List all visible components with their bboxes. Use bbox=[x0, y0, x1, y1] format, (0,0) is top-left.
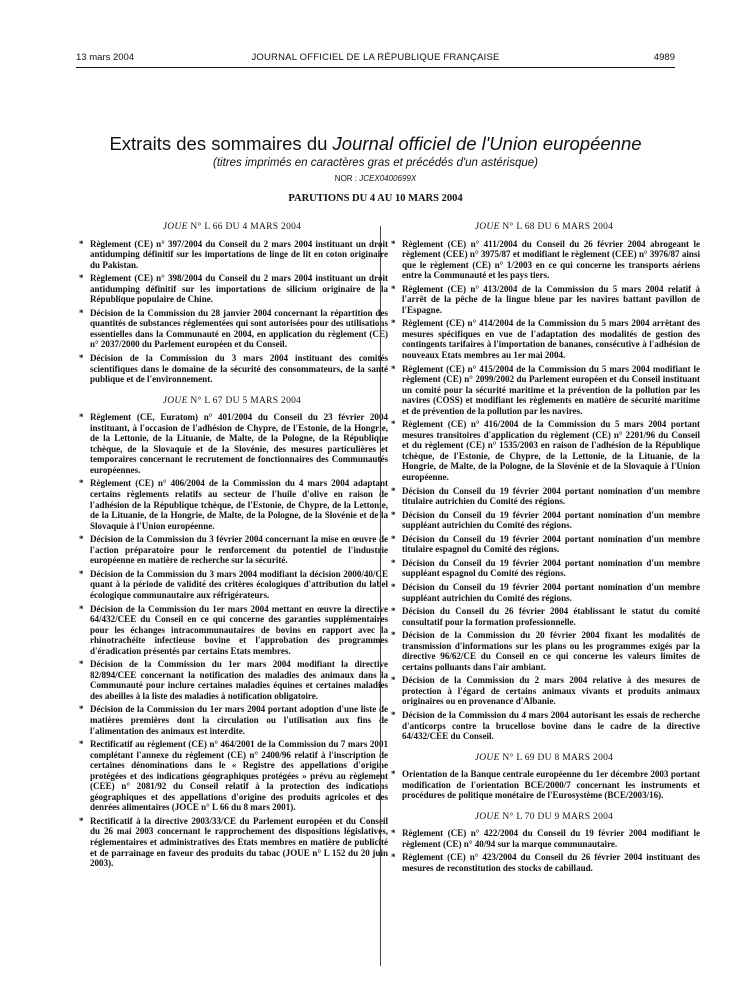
summary-item-text: Décision du Conseil du 26 février 2004 établissant le statut du comité consultatif pour la formation professionnelle. bbox=[402, 606, 700, 627]
asterisk-icon: * bbox=[391, 318, 396, 329]
asterisk-icon: * bbox=[391, 557, 396, 568]
section-journal-abbrev: JOUE bbox=[474, 752, 500, 763]
section-issue: N° L 68 DU 6 MARS 2004 bbox=[499, 222, 614, 232]
summary-item-text: Règlement (CE) n° 411/2004 du Conseil du 26 février 2004 abrogeant le règlement (CEE) n° 3975/87 et modifiant le règlement (CEE) n° 3976/87 ainsi que le règlement (CE) n° 1/2003 en ce qui concerne les transports aériens entre la Communauté et les pays tiers. bbox=[402, 238, 700, 281]
title-plain: Extraits des sommaires du bbox=[109, 133, 333, 154]
asterisk-icon: * bbox=[79, 739, 84, 750]
section-heading bbox=[388, 812, 700, 823]
section-heading bbox=[76, 396, 388, 407]
summary-item bbox=[76, 569, 388, 601]
summary-item-text: Orientation de la Banque centrale européenne du 1er décembre 2003 portant modification de l'orientation BCE/2000/7 concernant les instruments et procédures de politique monétaire de l'Eurosystème (BCE/2003/16). bbox=[402, 769, 700, 801]
summary-item bbox=[76, 534, 388, 566]
asterisk-icon: * bbox=[79, 534, 84, 545]
section-heading bbox=[388, 222, 700, 233]
summary-item-text: Décision de la Commission du 1er mars 2004 portant adoption d'une liste de matières premières dont la circulation ou l'utilisation aux fins de l'alimentation des animaux est interdite. bbox=[90, 704, 388, 736]
running-header bbox=[76, 52, 675, 66]
section-heading bbox=[388, 753, 700, 764]
summary-item bbox=[388, 630, 700, 672]
summary-item bbox=[388, 675, 700, 707]
summary-item-text: Décision de la Commission du 3 mars 2004 modifiant la décision 2000/40/CE quant à la période de validité des critères écologiques d'attribution du label écologique communautaire aux réfrigérateurs. bbox=[90, 568, 388, 600]
section-journal-abbrev: JOUE bbox=[162, 222, 188, 232]
summary-item bbox=[388, 419, 700, 482]
asterisk-icon: * bbox=[79, 568, 84, 579]
summary-item bbox=[388, 364, 700, 417]
asterisk-icon: * bbox=[79, 238, 84, 249]
asterisk-icon: * bbox=[391, 419, 396, 430]
summary-item-text: Règlement (CE) n° 398/2004 du Conseil du 2 mars 2004 instituant un droit antidumping définitif sur les importations de silicium originaire de la République populaire de Chine. bbox=[90, 273, 388, 305]
right-column bbox=[388, 222, 700, 877]
summary-item-text: Décision du Conseil du 19 février 2004 portant nomination d'un membre titulaire autrichien du Comité des régions. bbox=[402, 485, 700, 507]
asterisk-icon: * bbox=[79, 273, 84, 284]
nor-label: NOR : bbox=[334, 174, 360, 183]
section-issue: N° L 66 DU 4 MARS 2004 bbox=[187, 222, 302, 232]
summary-item bbox=[388, 558, 700, 579]
section-issue: N° L 69 DU 8 MARS 2004 bbox=[499, 752, 614, 763]
page-title bbox=[0, 133, 751, 155]
section-journal-abbrev: JOUE bbox=[474, 811, 500, 822]
summary-item-text: Décision du Conseil du 19 février 2004 portant nomination d'un membre suppléant espagnol du Comité des régions. bbox=[402, 557, 700, 579]
summary-item-text: Décision de la Commission du 1er mars 2004 modifiant la directive 82/894/CEE concernant la notification des maladies des animaux dans la Communauté pour inclure certaines maladies équines et certaines maladies des abeilles à la liste des maladies à notification obligatoire. bbox=[90, 659, 388, 701]
summary-item-text: Règlement (CE) n° 414/2004 de la Commission du 5 mars 2004 arrêtant des mesures spécifiques en vue de l'adaptation des modalités de gestion des contingents tarifaires à l'importation de bananes, consécutive à l'adhésion de nouveaux Etats membres au 1er mai 2004. bbox=[402, 318, 700, 361]
summary-item bbox=[388, 606, 700, 627]
summary-item bbox=[388, 534, 700, 555]
asterisk-icon: * bbox=[79, 704, 84, 715]
section-issue: N° L 70 DU 9 MARS 2004 bbox=[499, 811, 614, 822]
asterisk-icon: * bbox=[391, 509, 396, 520]
nor-code: JCEX0400699X bbox=[359, 174, 417, 183]
summary-item-text: Règlement (CE) n° 406/2004 de la Commission du 4 mars 2004 adaptant certains règlements relatifs au secteur de l'huile d'olive en raison de l'adhésion de la République tchèque, de l'Estonie, de Chypre, de la Lettonie, de la Lituanie, de la Hongrie, de Malte, de la Pologne, de la Slovénie et de la Slovaquie à l'Union européenne. bbox=[90, 478, 388, 531]
summary-item bbox=[76, 659, 388, 701]
summary-item-text: Règlement (CE) n° 413/2004 de la Commission du 5 mars 2004 relatif à l'arrêt de la pêche de la lingue bleue par les navires battant pavillon de l'Espagne. bbox=[402, 283, 700, 315]
summary-item bbox=[388, 284, 700, 316]
asterisk-icon: * bbox=[391, 852, 396, 863]
section-issue: N° L 67 DU 5 MARS 2004 bbox=[187, 395, 302, 406]
summary-item-text: Règlement (CE) n° 397/2004 du Conseil du 2 mars 2004 instituant un droit antidumping définitif sur les importations de linge de lit en coton originaire du Pakistan. bbox=[90, 238, 388, 270]
header-journal-name: JOURNAL OFFICIEL DE LA RÉPUBLIQUE FRANÇAISE bbox=[251, 52, 500, 63]
asterisk-icon: * bbox=[391, 581, 396, 592]
asterisk-icon: * bbox=[79, 412, 84, 423]
asterisk-icon: * bbox=[391, 283, 396, 294]
summary-item bbox=[76, 704, 388, 736]
asterisk-icon: * bbox=[391, 828, 396, 839]
summary-item bbox=[388, 582, 700, 603]
summary-item-text: Rectificatif au règlement (CE) n° 464/2001 de la Commission du 7 mars 2001 complétant l'annexe du règlement (CE) n° 2400/96 relatif à l'inscription de certaines dénominations dans le « Registre des appellations d'origine protégées et des indications géographiques protégées » prévu au règlement (CEE) n° 2081/92 du Conseil relatif à la protection des indications géographiques et des appellations d'origine des produits agricoles et des denrées alimentaires (JOCE n° L 66 du 8 mars 2001). bbox=[90, 739, 388, 813]
asterisk-icon: * bbox=[391, 533, 396, 544]
summary-item-text: Décision de la Commission du 3 février 2004 concernant la mise en œuvre de l'action préparatoire pour le renforcement du potentiel de l'industrie européenne en matière de recherche sur la sécurité. bbox=[90, 534, 388, 566]
asterisk-icon: * bbox=[391, 485, 396, 496]
parutions-heading: PARUTIONS DU 4 AU 10 MARS 2004 bbox=[288, 193, 463, 204]
section-spacer bbox=[388, 745, 700, 753]
header-rule bbox=[76, 67, 675, 68]
title-italic: Journal officiel de l'Union européenne bbox=[332, 133, 642, 154]
summary-item bbox=[76, 816, 388, 869]
section-heading bbox=[76, 222, 388, 233]
asterisk-icon: * bbox=[391, 709, 396, 720]
summary-item-text: Règlement (CE, Euratom) n° 401/2004 du Conseil du 23 février 2004 instituant, à l'occasion de l'adhésion de Chypre, de l'Estonie, de la Hongrie, de la Lettonie, de la Lituanie, de Malte, de la Pologne, de la République tchèque, de la Slovaquie et de la Slovénie, des mesures particulières et temporaires concernant le recrutement de fonctionnaires des Communautés européennes. bbox=[90, 412, 388, 475]
summary-item bbox=[388, 769, 700, 801]
summary-item-text: Décision de la Commission du 3 mars 2004 instituant des comités scientifiques dans le domaine de la sécurité des consommateurs, de la santé publique et de l'environnement. bbox=[90, 353, 388, 385]
summary-item bbox=[388, 710, 700, 742]
summary-item bbox=[388, 828, 700, 849]
summary-item bbox=[76, 412, 388, 475]
summary-item-text: Décision du Conseil du 19 février 2004 portant nomination d'un membre suppléant autrichien du Comité des régions. bbox=[402, 581, 700, 603]
page-subtitle: (titres imprimés en caractères gras et précédés d'un astérisque) bbox=[213, 157, 538, 169]
asterisk-icon: * bbox=[79, 659, 84, 670]
column-divider bbox=[380, 226, 381, 966]
summary-item bbox=[388, 510, 700, 531]
summary-item bbox=[76, 353, 388, 385]
summary-item bbox=[388, 239, 700, 281]
summary-item bbox=[76, 478, 388, 531]
summary-item bbox=[76, 239, 388, 271]
asterisk-icon: * bbox=[391, 675, 396, 686]
summary-item-text: Décision de la Commission du 2 mars 2004 relative à des mesures de protection à l'égard de certains animaux vivants et produits animaux originaires ou en provenance d'Albanie. bbox=[402, 675, 700, 707]
asterisk-icon: * bbox=[391, 238, 396, 249]
summary-item-text: Règlement (CE) n° 423/2004 du Conseil du 26 février 2004 instituant des mesures de reconstitution des stocks de cabillaud. bbox=[402, 852, 700, 873]
left-column bbox=[76, 222, 388, 872]
asterisk-icon: * bbox=[391, 606, 396, 617]
summary-item-text: Décision du Conseil du 19 février 2004 portant nomination d'un membre titulaire espagnol du Comité des régions. bbox=[402, 533, 700, 555]
asterisk-icon: * bbox=[79, 307, 84, 318]
nor-reference bbox=[0, 174, 751, 183]
asterisk-icon: * bbox=[391, 630, 396, 641]
summary-item-text: Règlement (CE) n° 422/2004 du Conseil du 19 février 2004 modifiant le règlement (CE) n° 40/94 sur la marque communautaire. bbox=[402, 828, 700, 849]
summary-item-text: Règlement (CE) n° 416/2004 de la Commission du 5 mars 2004 portant mesures transitoires d'application du règlement (CE) n° 2201/96 du Conseil et du règlement (CE) n° 1535/2003 en raison de l'adhésion de la République tchèque, de l'Estonie, de Chypre, de la Lettonie, de la Lituanie, de la Hongrie, de Malte, de la Pologne, de la Slovénie et de la Slovaquie à l'Union européenne. bbox=[402, 419, 700, 483]
summary-item bbox=[76, 739, 388, 813]
summary-item bbox=[388, 318, 700, 360]
asterisk-icon: * bbox=[391, 769, 396, 780]
summary-item-text: Règlement (CE) n° 415/2004 de la Commission du 5 mars 2004 modifiant le règlement (CE) n° 2099/2002 du Parlement européen et du Conseil instituant un comité pour la sécurité maritime et la prévention de la pollution par les navires (COSS) et modifiant les règlements en matière de sécurité maritime et de prévention de la pollution par les navires. bbox=[402, 363, 700, 416]
asterisk-icon: * bbox=[391, 363, 396, 374]
summary-item-text: Décision de la Commission du 28 janvier 2004 concernant la répartition des quantités de substances réglementées qui sont autorisées pour des utilisations essentielles dans la Communauté en 2004, en application du règlement (CE) n° 2037/2000 du Parlement européen et du Conseil. bbox=[90, 307, 388, 350]
summary-item-text: Décision de la Commission du 1er mars 2004 mettant en œuvre la directive 64/432/CEE du Conseil en ce qui concerne des garanties supplémentaires pour les échanges intracommunautaires de bovins en rapport avec la rhinotrachéite infectieuse bovine et l'approbation des programmes d'éradication présentés par certains Etats membres. bbox=[90, 603, 388, 656]
summary-item bbox=[76, 273, 388, 305]
asterisk-icon: * bbox=[79, 815, 84, 826]
asterisk-icon: * bbox=[79, 603, 84, 614]
summary-item bbox=[388, 852, 700, 873]
summary-item-text: Décision du Conseil du 19 février 2004 portant nomination d'un membre suppléant autrichien du Comité des régions. bbox=[402, 509, 700, 531]
header-page-number: 4989 bbox=[653, 52, 675, 63]
section-journal-abbrev: JOUE bbox=[474, 222, 500, 232]
section-journal-abbrev: JOUE bbox=[162, 395, 188, 406]
section-spacer bbox=[76, 388, 388, 396]
asterisk-icon: * bbox=[79, 353, 84, 364]
summary-item bbox=[388, 486, 700, 507]
summary-item bbox=[76, 308, 388, 350]
asterisk-icon: * bbox=[79, 478, 84, 489]
summary-item bbox=[76, 604, 388, 657]
section-spacer bbox=[388, 804, 700, 812]
summary-item-text: Rectificatif à la directive 2003/33/CE du Parlement européen et du Conseil du 26 mai 2003 concernant le rapprochement des dispositions législatives, réglementaires et administratives des Etats membres en matière de publicité et de parrainage en faveur des produits du tabac (JOUE n° L 152 du 20 juin 2003). bbox=[90, 815, 388, 869]
summary-item-text: Décision de la Commission du 20 février 2004 fixant les modalités de transmission d'informations sur les plans ou les programmes exigés par la directive 96/62/CE du Conseil en ce qui concerne les valeurs limites de certains polluants dans l'air ambiant. bbox=[402, 630, 700, 672]
summary-item-text: Décision de la Commission du 4 mars 2004 autorisant les essais de recherche d'anticorps contre la brucellose bovine dans le cadre de la directive 64/432/CEE du Conseil. bbox=[402, 709, 700, 742]
header-date: 13 mars 2004 bbox=[76, 52, 135, 63]
